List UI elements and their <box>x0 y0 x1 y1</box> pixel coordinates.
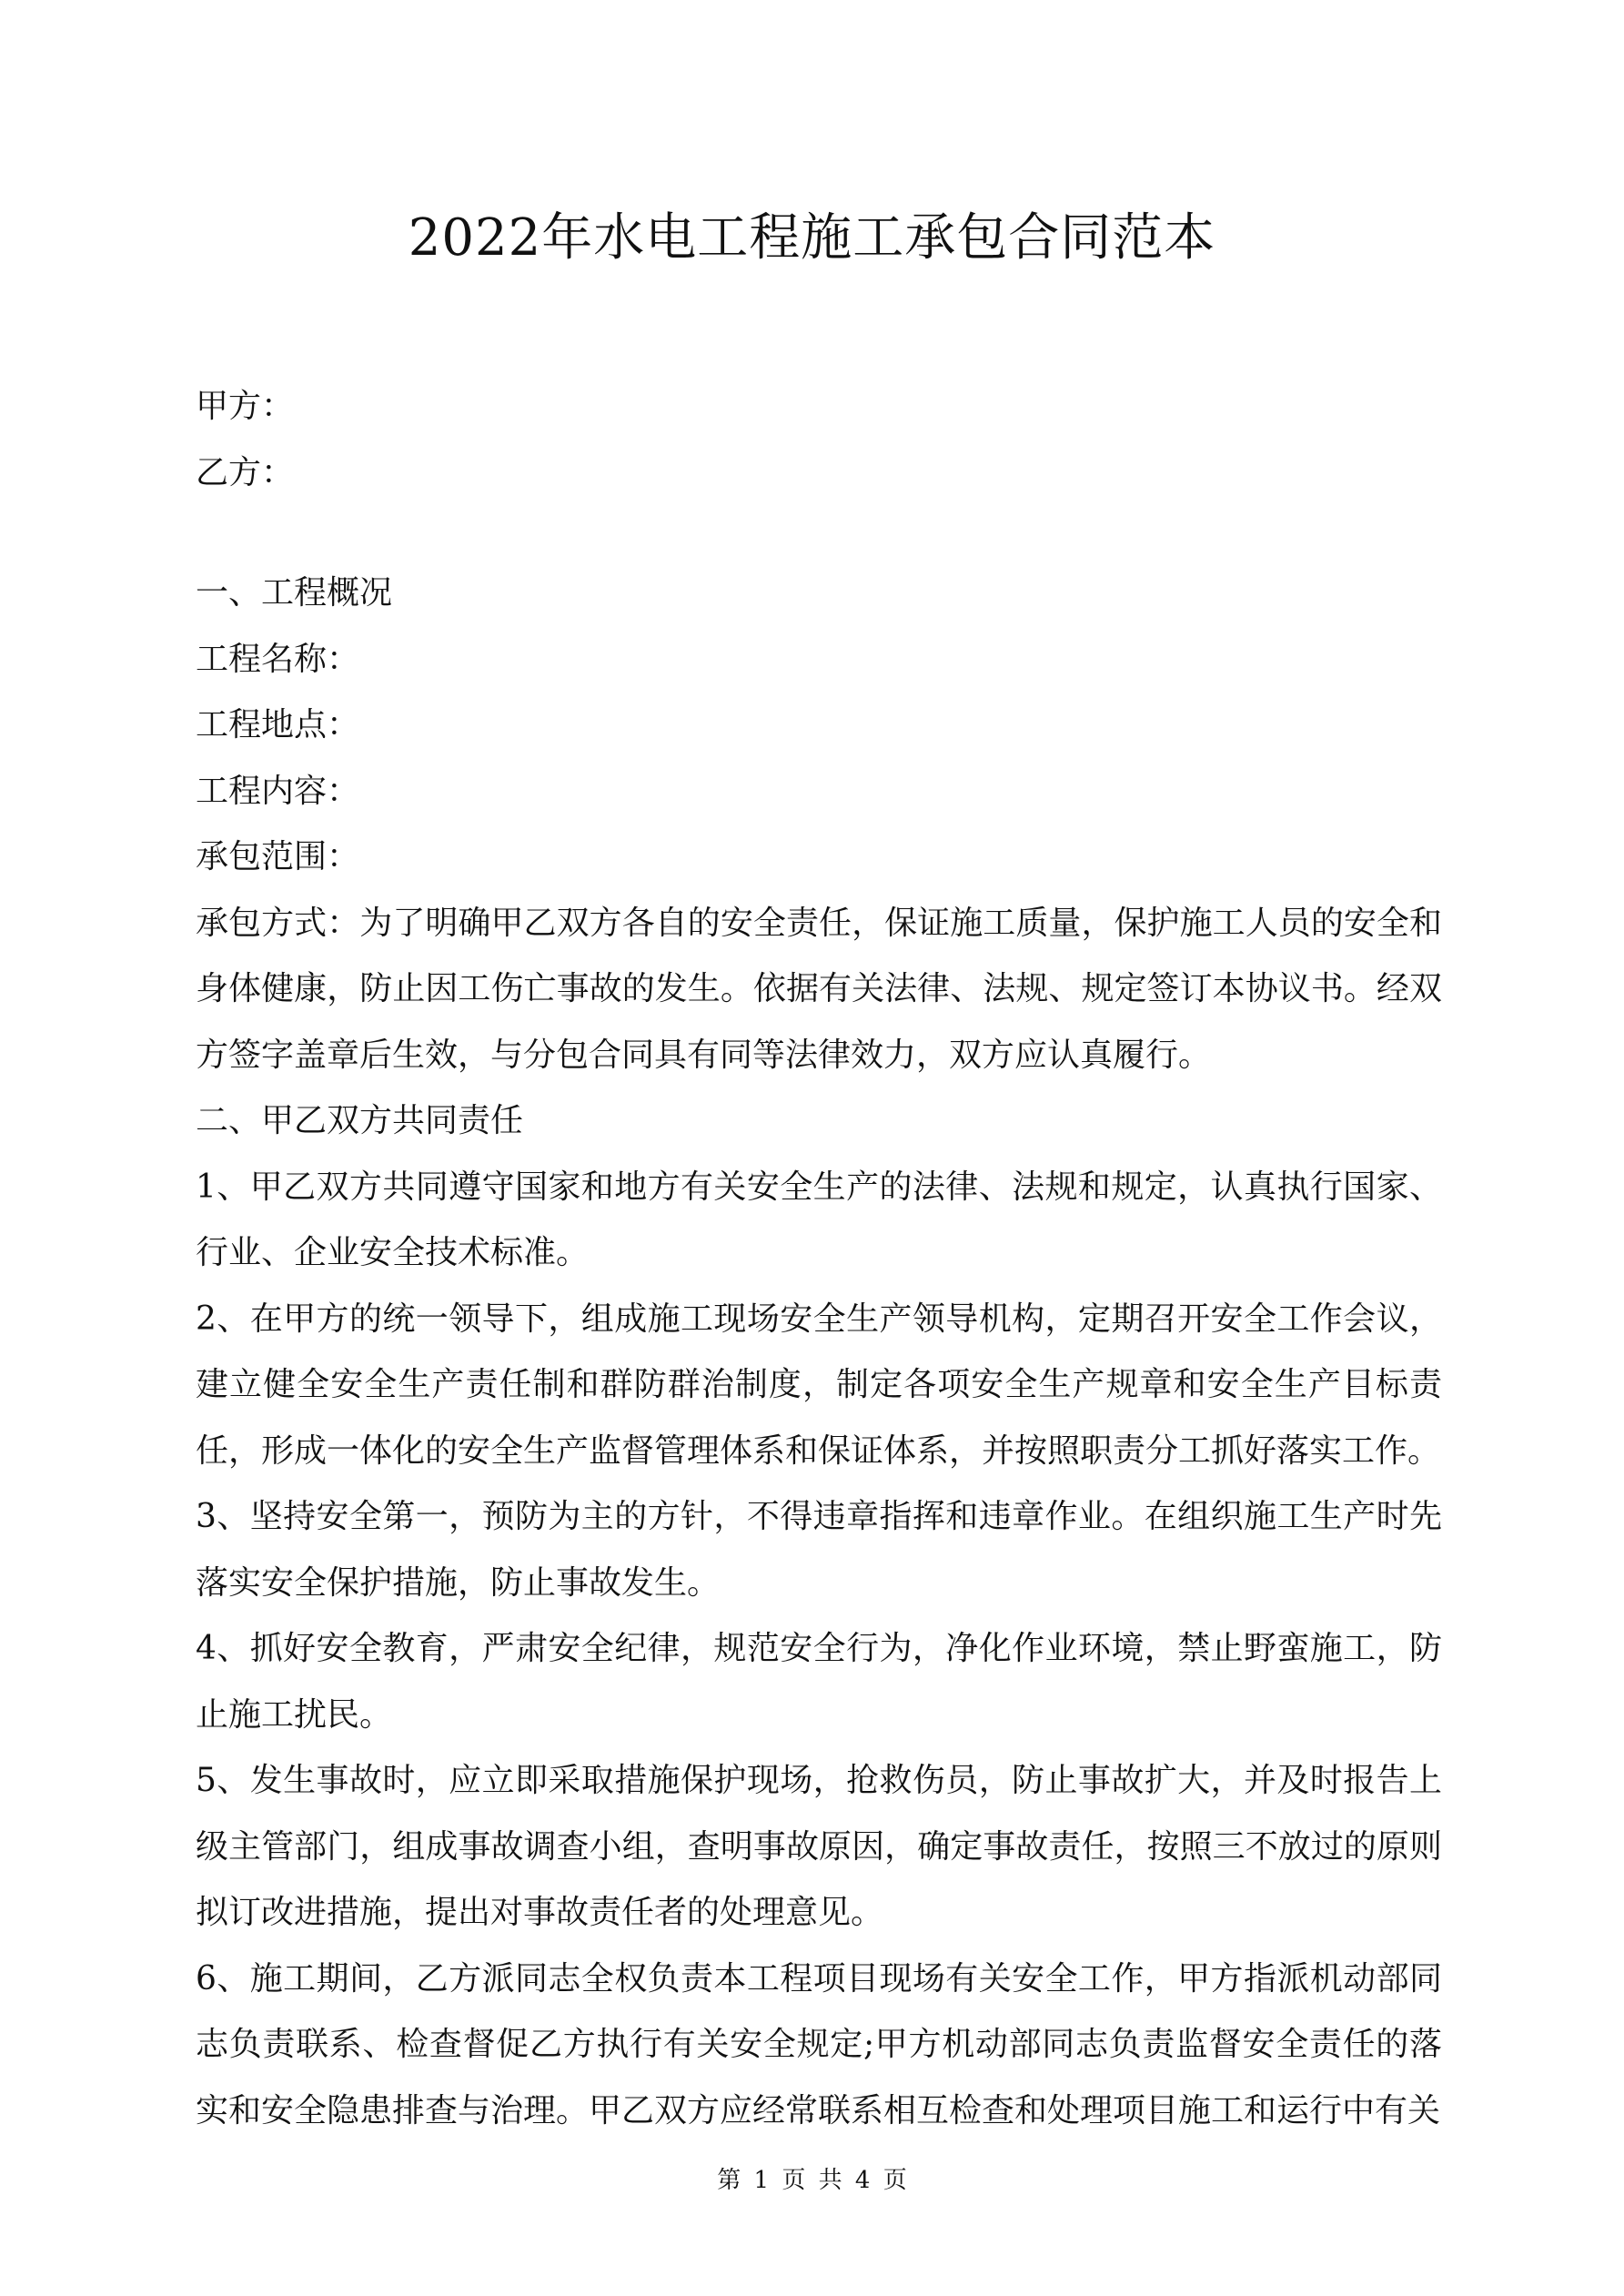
field-project-name: 工程名称： <box>196 640 360 678</box>
party-b-label: 乙方： <box>196 453 295 491</box>
document-title: 2022年水电工程施工承包合同范本 <box>408 208 1216 268</box>
spacer <box>196 506 1442 561</box>
clause-4: 4、抓好安全教育，严肃安全纪律，规范安全行为，净化作业环境，禁止野蛮施工，防止施工扰民。 <box>196 1630 1442 1734</box>
clause-2: 2、在甲方的统一领导下，组成施工现场安全生产领导机构，定期召开安全工作会议，建立健全安全生产责任制和群防群治制度，制定各项安全生产规章和安全生产目标责任，形成一体化的安全生产监督管理体系和保证体系，并按照职责分工抓好落实工作。 <box>196 1300 1442 1470</box>
field-contract-scope: 承包范围： <box>196 838 360 875</box>
field-contract-method: 承包方式：为了明确甲乙双方各自的安全责任，保证施工质量，保护施工人员的安全和身体健康，防止因工伤亡事故的发生。依据有关法律、法规、规定签订本协议书。经双方签字盖章后生效，与分包合同具有同等法律效力，双方应认真履行。 <box>196 904 1442 1074</box>
field-project-content: 工程内容： <box>196 772 360 810</box>
document-body <box>196 374 1442 2144</box>
clause-3: 3、坚持安全第一，预防为主的方针，不得违章指挥和违章作业。在组织施工生产时先落实安全保护措施，防止事故发生。 <box>196 1498 1442 1602</box>
party-a-label: 甲方： <box>196 388 295 425</box>
field-project-location: 工程地点： <box>196 706 360 743</box>
section-1-heading: 一、工程概况 <box>196 574 393 612</box>
section-2-heading: 二、甲乙双方共同责任 <box>196 1102 524 1139</box>
clause-6: 6、施工期间，乙方派同志全权负责本工程项目现场有关安全工作，甲方指派机动部同志负责联系、检查督促乙方执行有关安全规定;甲方机动部同志负责监督安全责任的落实和安全隐患排查与治理。甲乙双方应经常联系相互检查和处理项目施工和运行中有关 <box>196 1959 1442 2129</box>
page-number-footer: 第 1 页 共 4 页 <box>717 2167 907 2194</box>
clause-1: 1、甲乙双方共同遵守国家和地方有关安全生产的法律、法规和规定，认真执行国家、行业、企业安全技术标准。 <box>196 1168 1442 1271</box>
clause-5: 5、发生事故时，应立即采取措施保护现场，抢救伤员，防止事故扩大，并及时报告上级主管部门，组成事故调查小组，查明事故原因，确定事故责任，按照三不放过的原则拟订改进措施，提出对事故责任者的处理意见。 <box>196 1762 1442 1931</box>
